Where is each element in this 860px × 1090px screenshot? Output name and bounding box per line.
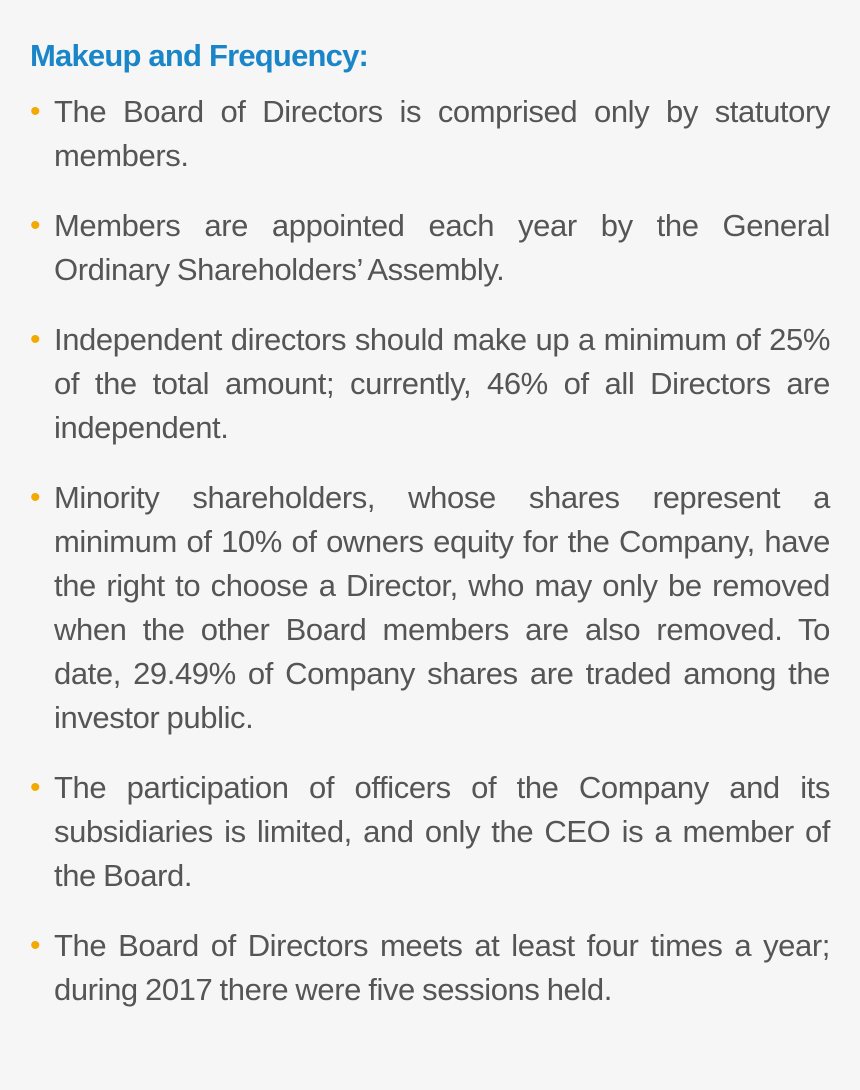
- list-item: [30, 924, 830, 1012]
- bullet-icon: •: [30, 771, 41, 804]
- bullet-list: [30, 90, 830, 1012]
- list-item: [30, 204, 830, 292]
- list-item: [30, 90, 830, 178]
- bullet-icon: •: [30, 95, 41, 128]
- bullet-icon: •: [30, 323, 41, 356]
- list-item-text: The participation of officers of the Company and its subsidiaries is limited, and only the CEO is a member of the Board.: [54, 770, 830, 893]
- bullet-icon: •: [30, 481, 41, 514]
- list-item-text: The Board of Directors meets at least four times a year; during 2017 there were five sessions held.: [54, 928, 830, 1007]
- list-item: [30, 766, 830, 898]
- list-item: [30, 318, 830, 450]
- list-item-text: Independent directors should make up a minimum of 25% of the total amount; currently, 46% of all Directors are independent.: [54, 322, 830, 445]
- bullet-icon: •: [30, 929, 41, 962]
- list-item-text: Minority shareholders, whose shares represent a minimum of 10% of owners equity for the Company, have the right to choose a Director, who may only be removed when the other Board members are also removed. To date, 29.49% of Company shares are traded among the investor public.: [54, 480, 830, 735]
- list-item-text: Members are appointed each year by the General Ordinary Shareholders’ Assembly.: [54, 208, 830, 287]
- list-item: [30, 476, 830, 740]
- bullet-icon: •: [30, 209, 41, 242]
- list-item-text: The Board of Directors is comprised only by statutory members.: [54, 94, 830, 173]
- section-heading: Makeup and Frequency:: [30, 38, 369, 73]
